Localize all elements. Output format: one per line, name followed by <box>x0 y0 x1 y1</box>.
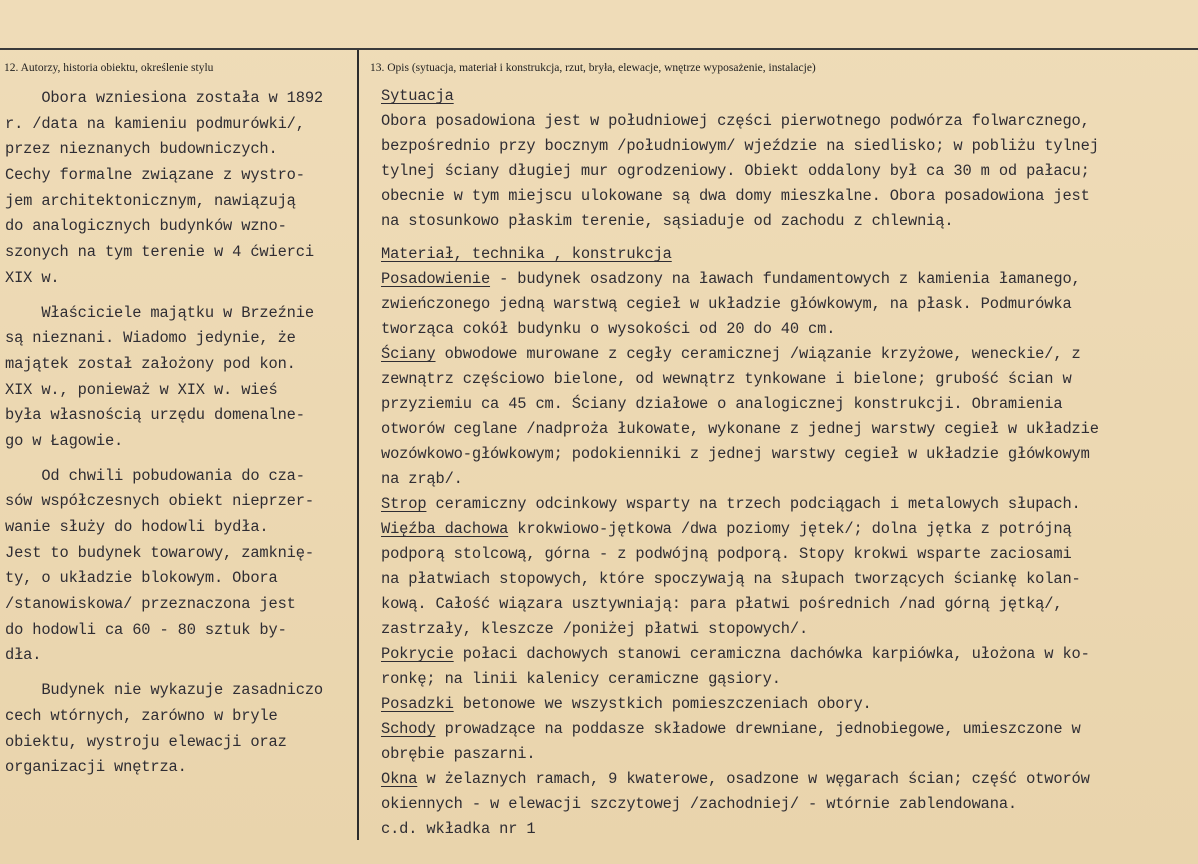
text-line: r. /data na kamieniu podmurówki/, <box>5 114 305 133</box>
history-paragraph <box>5 86 355 292</box>
item-term: Posadzki <box>381 695 454 713</box>
item-okna <box>381 767 1196 792</box>
text-line: na płatwiach stopowych, które spoczywają na słupach tworzących ściankę kolan- <box>381 570 1081 588</box>
item-posadowienie <box>381 267 1196 292</box>
text-line: otworów ceglane /nadproża łukowate, wykonane z jednej warstwy cegieł w układzie <box>381 420 1099 438</box>
text-line: Jest to budynek towarowy, zamknię- <box>5 543 314 562</box>
text-line: wanie służy do hodowli bydła. <box>5 518 269 536</box>
text-line: organizacji wnętrza. <box>5 758 187 777</box>
item-term: Więźba dachowa <box>381 520 509 538</box>
item-text: ceramiczny odcinkowy wsparty na trzech podciągach i metalowych słupach. <box>426 495 1081 513</box>
item-text: prowadzące na poddasze składowe drewniane, jednobiegowe, umieszczone w <box>435 720 1081 738</box>
item-term: Schody <box>381 720 436 738</box>
text-line: /stanowiskowa/ przeznaczona jest <box>5 595 296 614</box>
text-line: przez nieznanych budowniczych. <box>5 140 278 159</box>
text-line: kową. Całość wiązara usztywniają: para płatwi pośrednich /nad górną jętką/, <box>381 595 1063 613</box>
text-line: przyziemiu ca 45 cm. Ściany działowe o analogicznej konstrukcji. Obramienia <box>381 395 1063 413</box>
text-line: obecnie w tym miejscu ulokowane są dwa domy mieszkalne. Obora posadowiona jest <box>381 187 1090 205</box>
item-term: Ściany <box>381 345 436 363</box>
text-line: Właściciele majątku w Brzeźnie <box>5 303 314 322</box>
item-text: połaci dachowych stanowi ceramiczna dachówka karpiówka, ułożona w ko- <box>453 645 1090 663</box>
text-line: podporą stolcową, górna - z podwójną podporą. Stopy krokwi wsparte zaciosami <box>381 545 1072 563</box>
text-line: zewnątrz częściowo bielone, od wewnątrz tynkowane i bielone; grubość ścian w <box>381 370 1072 388</box>
text-line: majątek został założony pod kon. <box>5 354 296 373</box>
item-text: krokwiowo-jętkowa /dwa poziomy jętek/; dolna jętka z potrójną <box>508 520 1072 538</box>
continuation-note: c.d. wkładka nr 1 <box>381 820 536 838</box>
section-heading-label: Sytuacja <box>381 87 454 105</box>
text-line: była własnością urzędu domenalne- <box>5 406 305 425</box>
right-column-header: 13. Opis (sytuacja, materiał i konstrukcja, rzut, bryła, elewacje, wnętrze wyposażenie, instalacje) <box>370 62 816 74</box>
section-heading-material <box>381 242 1196 267</box>
item-text: w żelaznych ramach, 9 kwaterowe, osadzone w węgarach ścian; część otworów <box>417 770 1090 788</box>
description-column <box>381 84 1196 842</box>
history-column <box>5 86 355 781</box>
text-line: na zrąb/. <box>381 470 463 488</box>
item-posadzki <box>381 692 1196 717</box>
history-paragraph <box>5 464 355 670</box>
text-line: cech wtórnych, zarówno w bryle <box>5 706 278 725</box>
text-line: tylnej ściany długiej mur ogrodzeniowy. Obiekt oddalony był ca 30 m od pałacu; <box>381 162 1090 180</box>
text-line: XIX w. <box>5 268 60 287</box>
item-schody <box>381 717 1196 742</box>
text-line: wozówkowo-główkowym; podokienniki z jednej warstwy cegieł w układzie główkowym <box>381 445 1090 463</box>
text-line: Cechy formalne związane z wystro- <box>5 166 305 185</box>
text-line: do hodowli ca 60 - 80 sztuk by- <box>5 620 287 639</box>
column-divider <box>357 50 359 840</box>
text-line: sów współczesnych obiekt nieprzer- <box>5 492 314 511</box>
text-line: do analogicznych budynków wzno- <box>5 217 287 236</box>
text-line: tworząca cokół budynku o wysokości od 20 do 40 cm. <box>381 320 836 338</box>
item-text: obwodowe murowane z cegły ceramicznej /wiązanie krzyżowe, weneckie/, z <box>435 345 1081 363</box>
history-paragraph <box>5 301 355 455</box>
text-line: Obora wzniesiona została w 1892 <box>5 89 324 107</box>
top-rule <box>0 48 1198 50</box>
item-term: Posadowienie <box>381 270 491 288</box>
text-line: szonych na tym terenie w 4 ćwierci <box>5 243 314 262</box>
text-line: na stosunkowo płaskim terenie, sąsiaduje od zachodu z chlewnią. <box>381 212 954 230</box>
text-line: go w Łagowie. <box>5 431 124 450</box>
text-line: zastrzały, kleszcze /poniżej płatwi stopowych/. <box>381 620 809 638</box>
history-paragraph <box>5 678 355 781</box>
section-heading-sytuacja <box>381 84 1196 109</box>
text-line: bezpośrednio przy bocznym /południowym/ wjeździe na siedlisko; w pobliżu tylnej <box>381 137 1099 155</box>
text-line: są nieznani. Wiadomo jedynie, że <box>5 329 296 348</box>
text-line: ronkę; na linii kalenicy ceramiczne gąsiory. <box>381 670 781 688</box>
item-text: betonowe we wszystkich pomieszczeniach obory. <box>453 695 872 713</box>
item-text: - budynek osadzony na ławach fundamentowych z kamienia łamanego, <box>490 270 1081 288</box>
item-term: Okna <box>381 770 418 788</box>
item-strop <box>381 492 1196 517</box>
text-line: obrębie paszarni. <box>381 745 536 763</box>
item-pokrycie <box>381 642 1196 667</box>
text-line: ty, o układzie blokowym. Obora <box>5 569 278 588</box>
text-line: jem architektonicznym, nawiązują <box>5 191 296 210</box>
text-line: Budynek nie wykazuje zasadniczo <box>5 681 324 700</box>
left-column-header: 12. Autorzy, historia obiektu, określenie stylu <box>4 62 214 74</box>
text-line: dła. <box>5 646 42 665</box>
item-wiezba <box>381 517 1196 542</box>
text-line: obiektu, wystroju elewacji oraz <box>5 732 287 751</box>
item-sciany <box>381 342 1196 367</box>
item-term: Strop <box>381 495 427 513</box>
section-heading-label: Materiał, technika , konstrukcja <box>381 245 672 263</box>
item-term: Pokrycie <box>381 645 454 663</box>
text-line: XIX w., ponieważ w XIX w. wieś <box>5 380 278 399</box>
text-line: Obora posadowiona jest w południowej części pierwotnego podwórza folwarcznego, <box>381 112 1090 130</box>
text-line: Od chwili pobudowania do cza- <box>5 466 305 485</box>
text-line: zwieńczonego jedną warstwą cegieł w układzie główkowym, na płask. Podmurówka <box>381 295 1072 313</box>
text-line: okiennych - w elewacji szczytowej /zachodniej/ - wtórnie zablendowana. <box>381 795 1018 813</box>
